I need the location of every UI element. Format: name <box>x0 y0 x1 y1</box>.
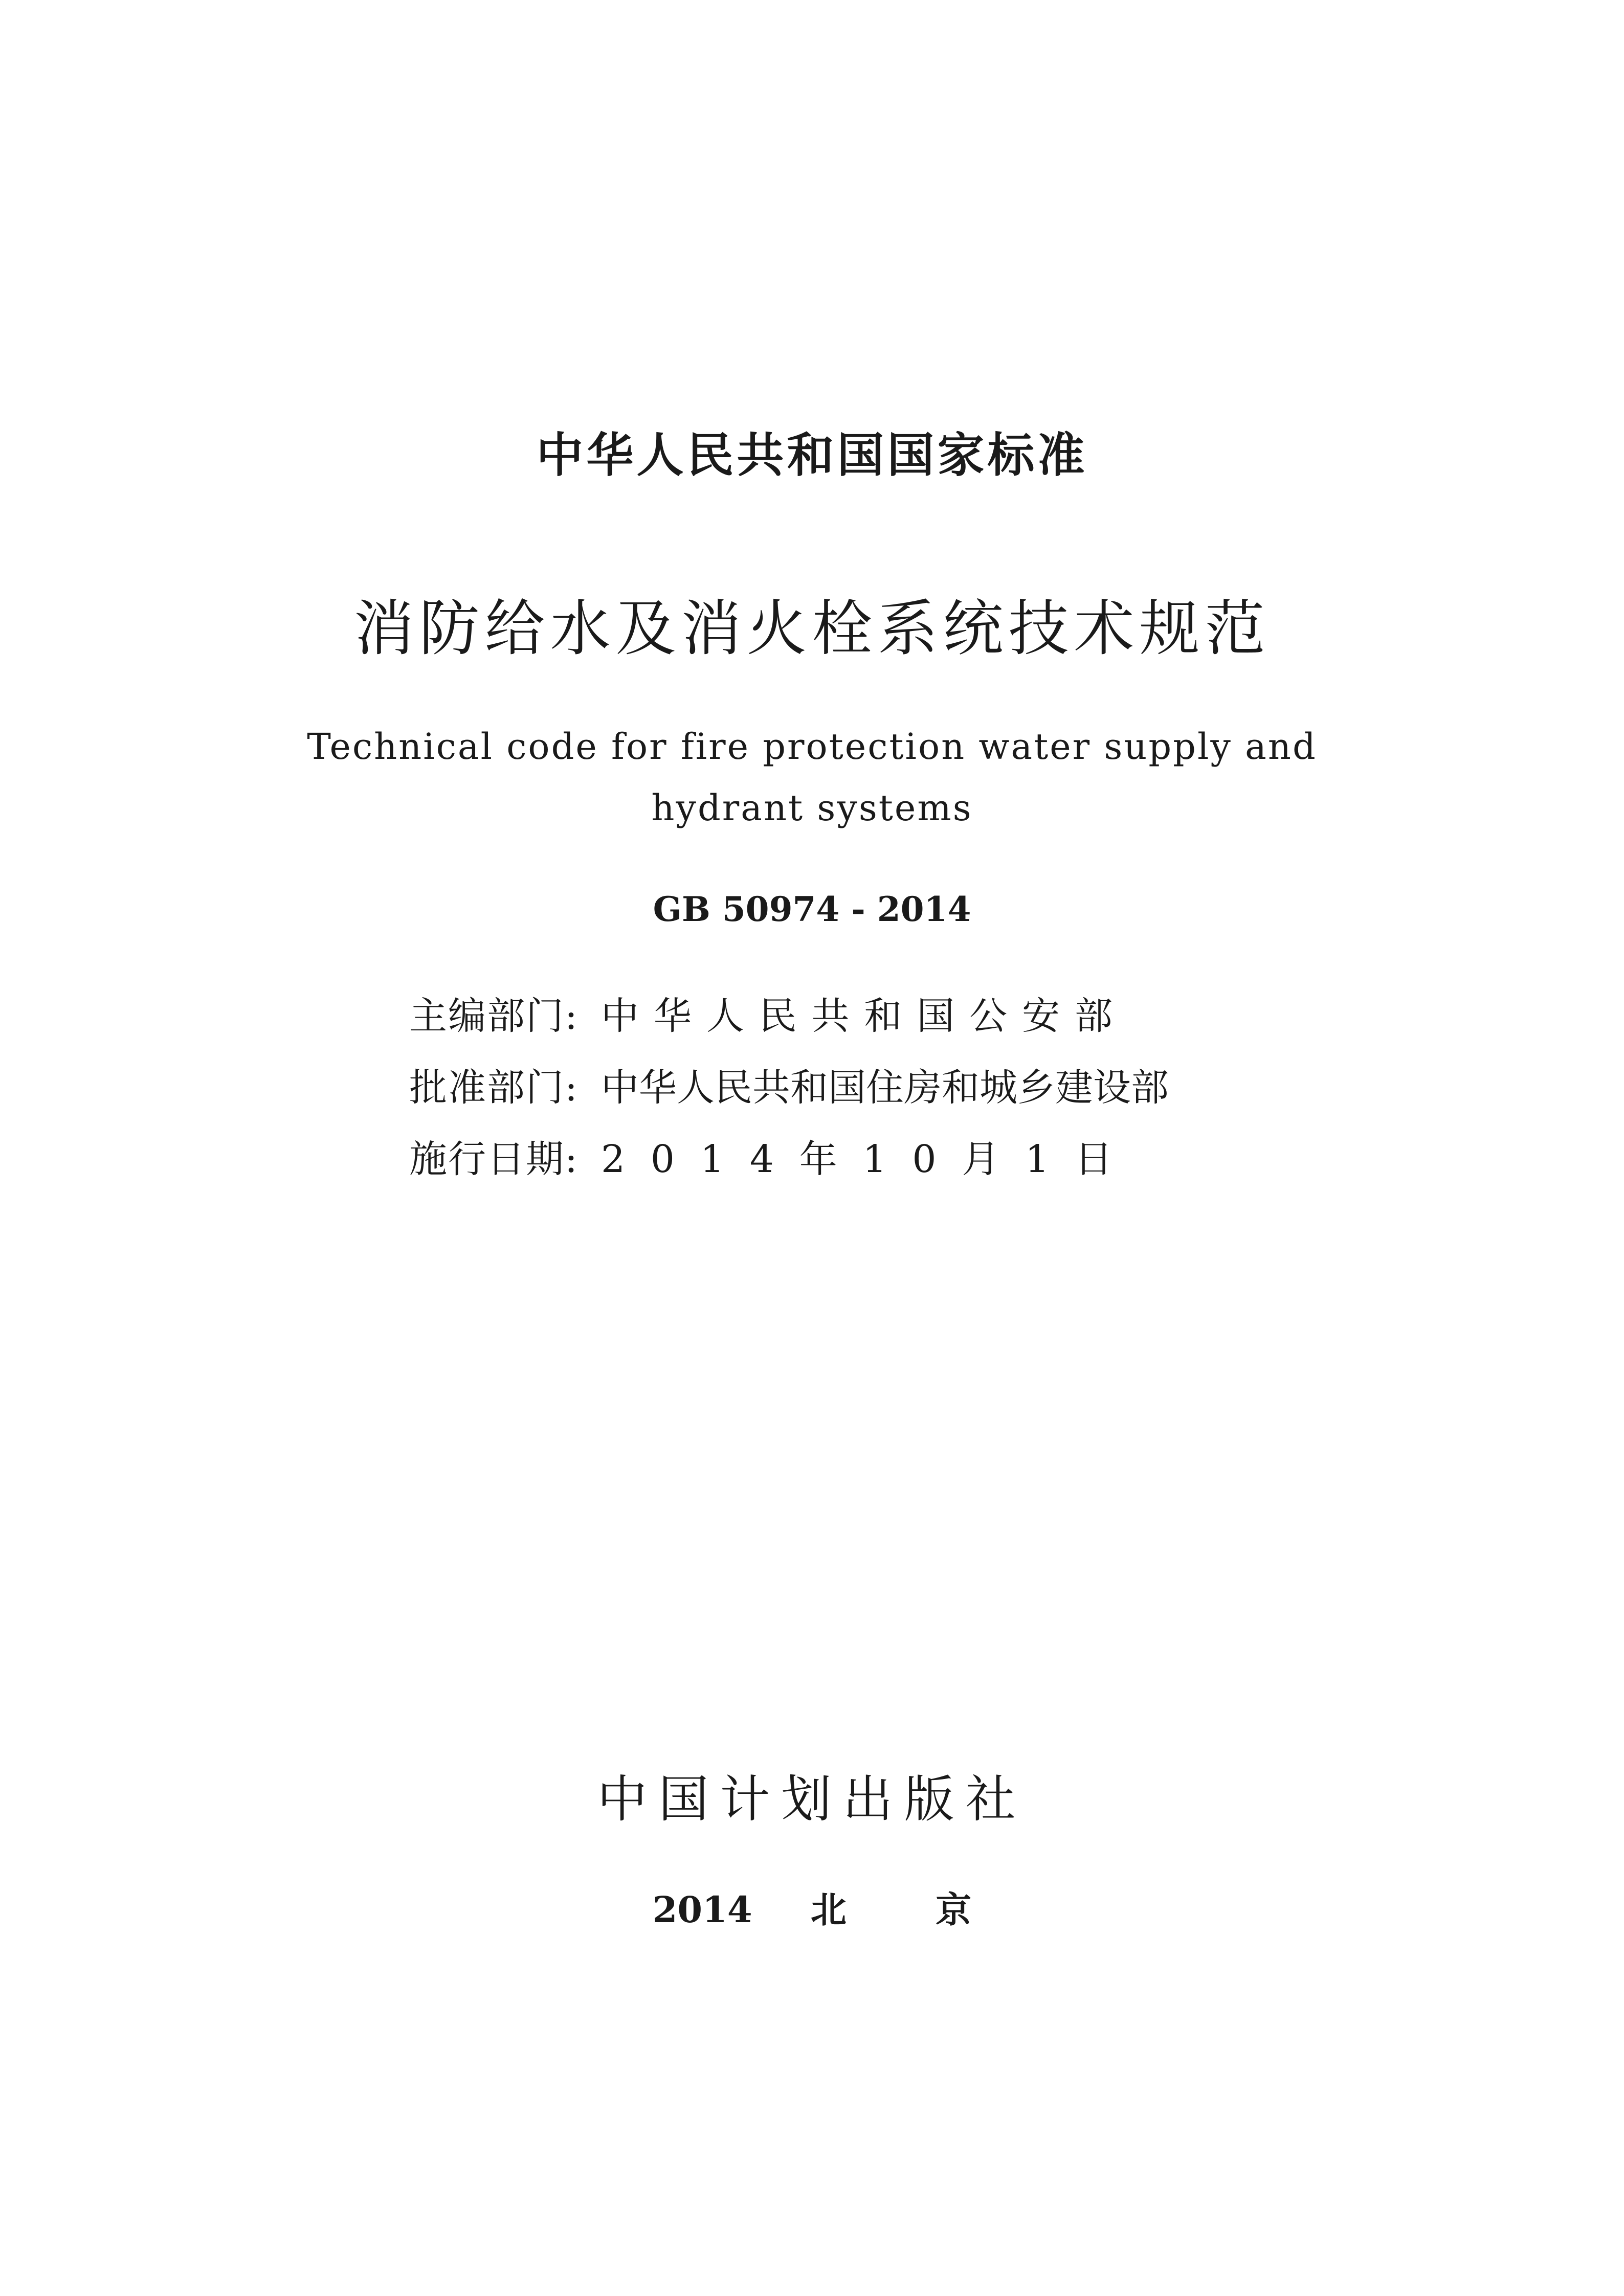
effective-date-char: 0 <box>912 1137 937 1181</box>
approver-label: 批准部门: <box>409 1066 579 1110</box>
approver-value: 中华人民共和国住房和城乡建设部 <box>601 1066 1169 1110</box>
chief-editor-char: 和 <box>864 994 902 1038</box>
chief-editor-char: 国 <box>917 994 955 1038</box>
chief-editor-char: 安 <box>1022 994 1060 1038</box>
document-title-zh: 消防给水及消火栓系统技术规范 <box>353 593 1271 664</box>
chief-editor-char: 民 <box>759 994 797 1038</box>
publisher-name: 中国计划出版社 <box>597 1770 1027 1829</box>
effective-date-char: 2 <box>601 1137 626 1181</box>
publication-year: 2014 <box>652 1888 752 1931</box>
effective-date-char: 1 <box>1025 1137 1050 1181</box>
chief-editor-char: 共 <box>811 994 850 1038</box>
chief-editor-row <box>409 994 1228 1069</box>
document-title-en-line-2: hydrant systems <box>651 787 973 829</box>
national-standard-heading: 中华人民共和国国家标准 <box>536 428 1088 483</box>
effective-date-char: 1 <box>700 1137 724 1181</box>
document-title-en-line-1: Technical code for fire protection water supply and <box>307 726 1317 768</box>
chief-editor-char: 公 <box>969 994 1008 1038</box>
standard-code: GB 50974 - 2014 <box>653 889 971 929</box>
chief-editor-char: 部 <box>1074 994 1113 1038</box>
effective-date-char: 0 <box>650 1137 675 1181</box>
publication-city-char: 北 <box>810 1888 847 1931</box>
chief-editor-value <box>601 994 1113 1038</box>
effective-date-row <box>409 1137 1228 1212</box>
publication-city-char: 京 <box>936 1888 972 1931</box>
chief-editor-label: 主编部门: <box>409 994 579 1038</box>
chief-editor-char: 中 <box>601 994 639 1038</box>
approver-row <box>409 1066 1228 1140</box>
effective-date-char: 月 <box>962 1137 1000 1181</box>
chief-editor-char: 人 <box>706 994 744 1038</box>
effective-date-char: 日 <box>1074 1137 1113 1181</box>
effective-date-char: 年 <box>799 1137 837 1181</box>
effective-date-value <box>601 1137 1113 1181</box>
effective-date-label: 施行日期: <box>409 1137 579 1181</box>
publication-place <box>0 1888 1624 1931</box>
metadata-block <box>409 994 1228 1212</box>
effective-date-char: 1 <box>862 1137 887 1181</box>
chief-editor-char: 华 <box>653 994 692 1038</box>
effective-date-char: 4 <box>749 1137 774 1181</box>
